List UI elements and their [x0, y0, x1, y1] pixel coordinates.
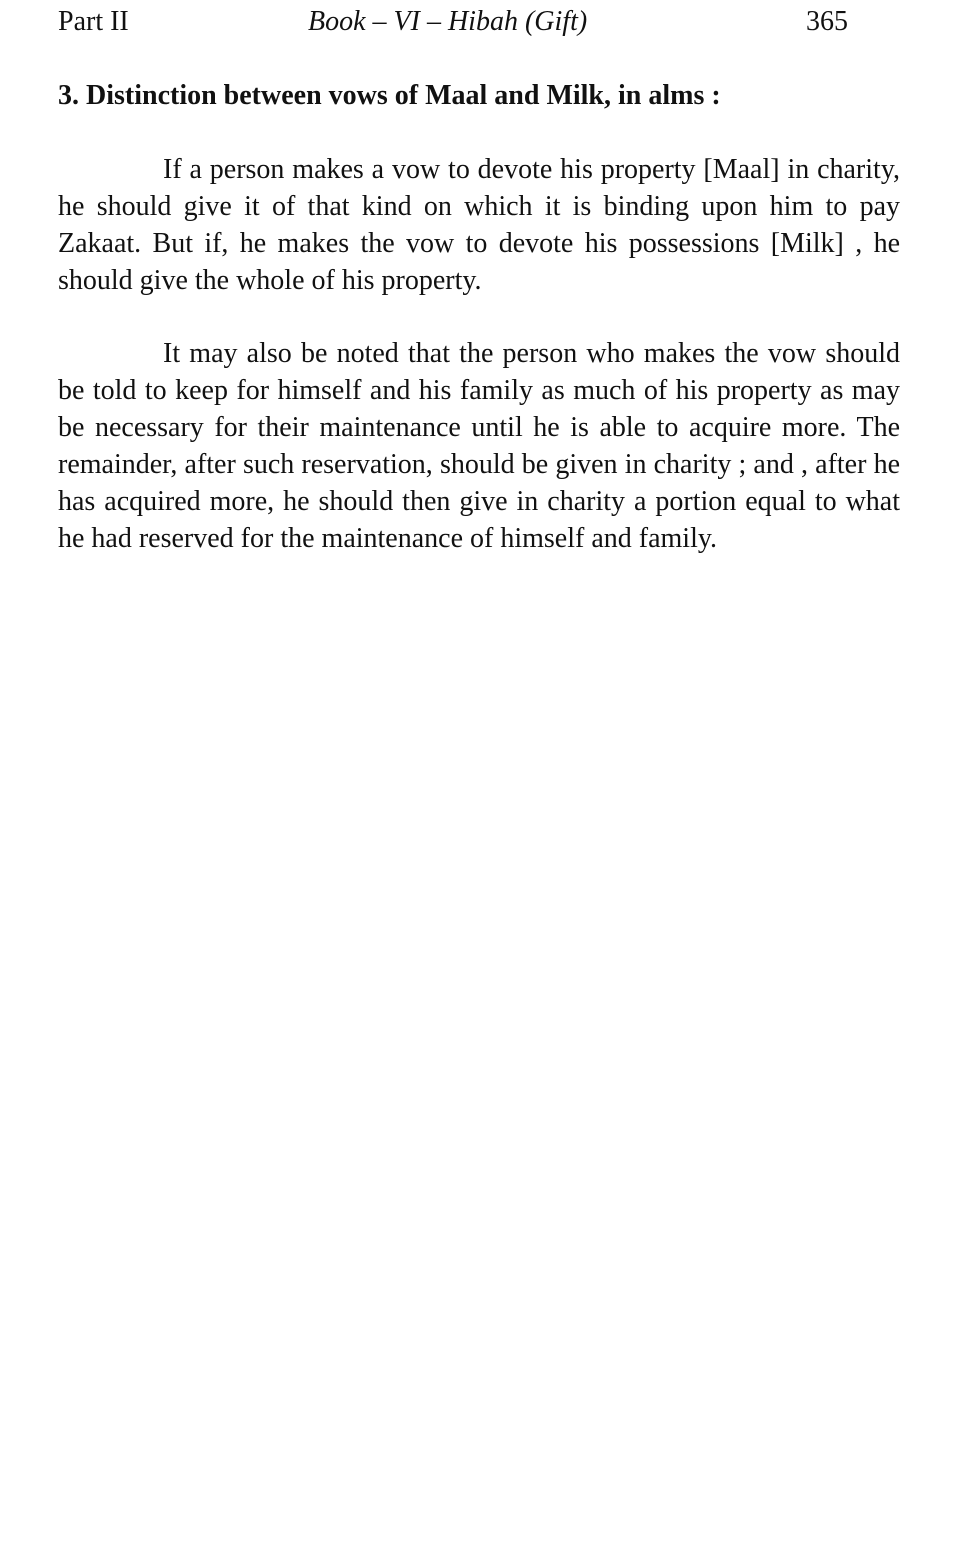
- paragraph-1: If a person makes a vow to devote his property [Maal] in charity, he should give it of that kind on which it is binding upon him to pay Zakaat. But if, he makes the vow to devote his possessions [Milk] , he should give the whole of his property.: [58, 154, 900, 296]
- section-heading: 3. Distinction between vows of Maal and Milk, in alms :: [58, 80, 721, 111]
- header-part-label: Part II: [58, 6, 129, 37]
- running-header: [58, 4, 848, 40]
- page-number: 365: [806, 6, 848, 37]
- paragraph-2: It may also be noted that the person who makes the vow should be told to keep for himself and his family as much of his property as may be necessary for their maintenance until he is able to acquire more. The remainder, after such reservation, should be given in charity ; and , after he has acquired more, he should then give in charity a portion equal to what he had reserved for the maintenance of himself and family.: [58, 338, 900, 554]
- header-book-title: Book – VI – Hibah (Gift): [308, 6, 588, 37]
